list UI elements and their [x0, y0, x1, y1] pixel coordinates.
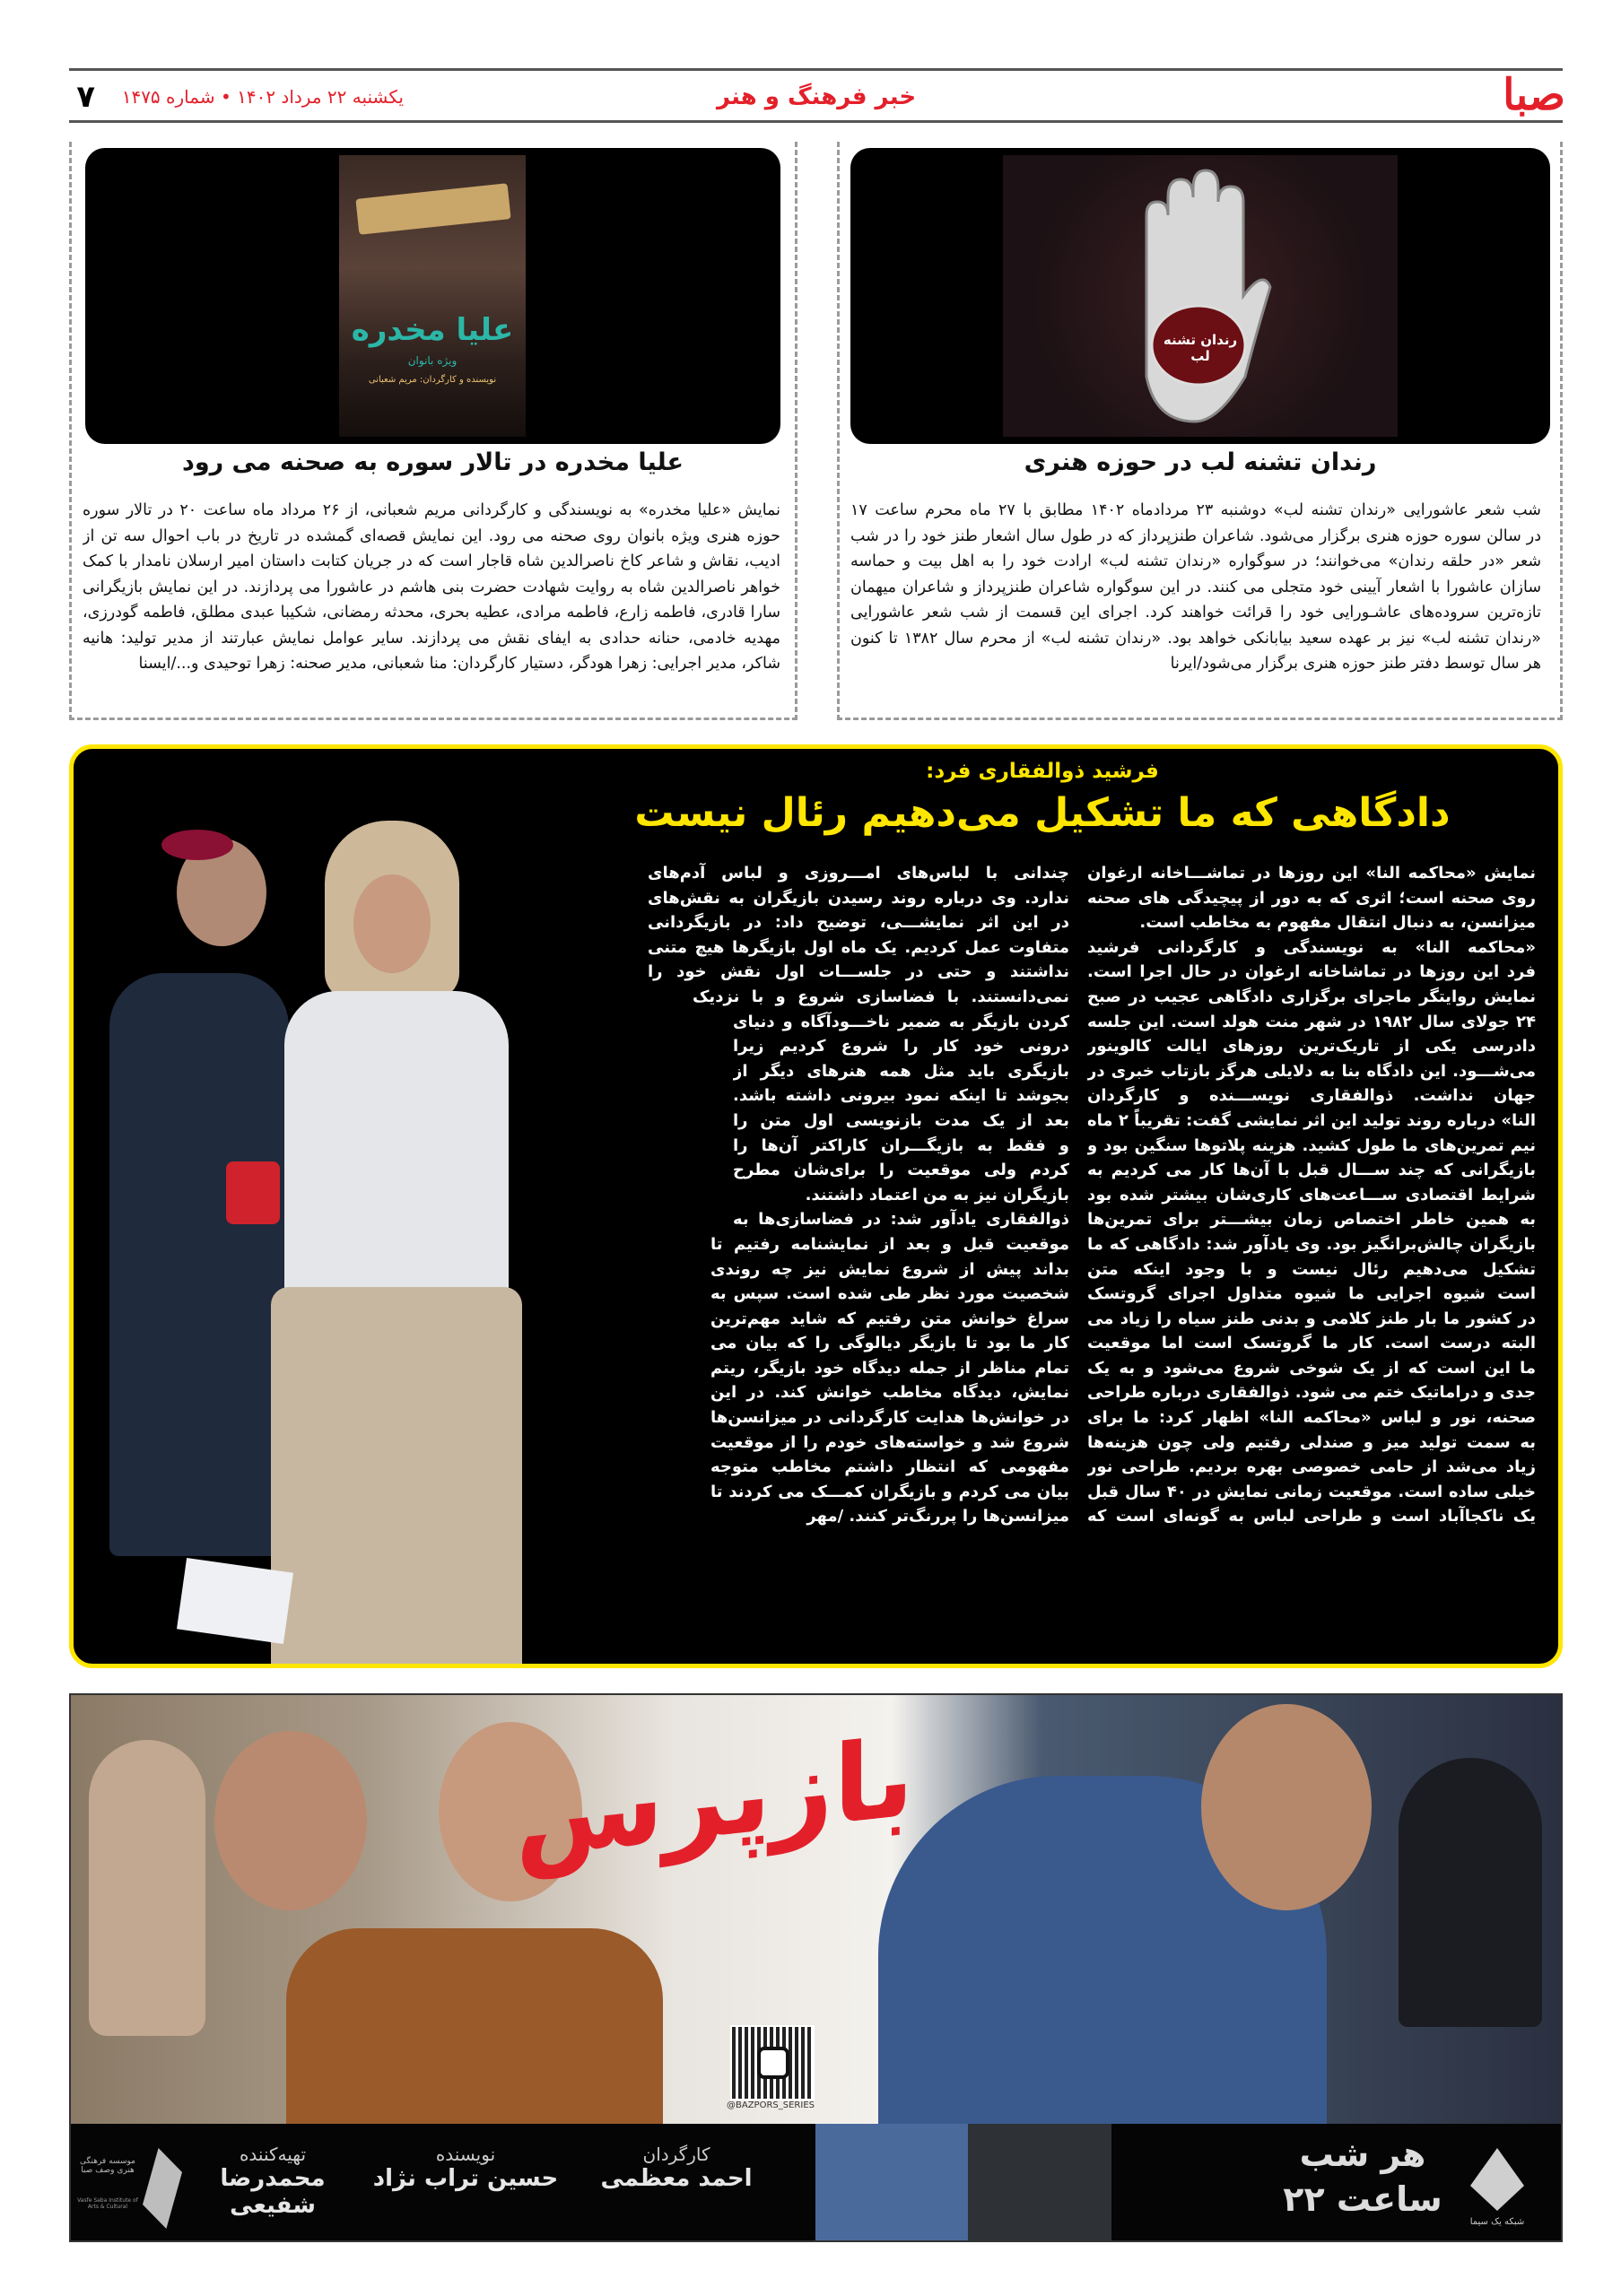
poster-subtitle: ویژه بانوان [407, 354, 458, 367]
text-line: و فقط به بازیگـــران کاراکتر آن‌ها را [733, 1135, 1069, 1155]
text-line: شخصیت مورد نظر طی شده است. سپس به [710, 1284, 1069, 1304]
text-line: ۲۴ جولای سال ۱۹۸۲ در شهر منت هولد است. این جلسه [1087, 1012, 1536, 1031]
text-line: تازه‌ترین سروده‌های عاشـورایی خود را قرائت خواهند کرد. اجرای این قسمت از شب شعر عاشورایی [850, 604, 1541, 622]
text-line: نمایش «محاکمه النا» این روزها در تماشـــاخانه ارغوان [1087, 864, 1536, 883]
article-image-olia [85, 148, 780, 444]
article-body-olia [83, 498, 780, 677]
book-icon [355, 183, 510, 235]
credit-director [573, 2144, 780, 2192]
feature-article [69, 744, 1563, 1668]
text-line: موقعیت قبل و بعد از نمایشنامه رفتیم تا [710, 1234, 1069, 1254]
credit-name: حسین تراب نژاد [372, 2165, 559, 2192]
credit-name: احمد معظمی [600, 2165, 753, 2192]
text-line: مهدیه خادمی، حنانه حدادی به ایفای نقش می پردازند. سایر عوامل نمایش عبارتند از مدیر تولید: هانیه [83, 629, 780, 648]
tv-series-ad[interactable] [69, 1693, 1563, 2242]
hamsa-hand-icon [1120, 161, 1281, 430]
text-line: شروع شد و خواسته‌های خودم را از موقعیت [710, 1432, 1069, 1452]
schedule-line-1: هر شب [1299, 2135, 1426, 2174]
text-line: مفهومی که انتظار داشتم مخاطب متوجه [710, 1457, 1069, 1477]
text-line: نمی‌دانستند. با فضاسازی شروع و با نزدیک [693, 987, 1069, 1006]
section-title: خبر فرهنگ و هنر [716, 83, 917, 110]
article-title-olia: علیا مخدره در تالار سوره به صحنه می رود [181, 448, 684, 476]
text-line: حوزه هنری ویژه بانوان روی صحنه می رود. این نمایش قصه‌ای گمشده در تاریخ در باب احوال سه تن از [83, 526, 780, 545]
text-line: شاکر، مدیر اجرایی: زهرا هودگر، دستیار کارگردان: منا شعبانی، مدیر صحنه: زهرا توحیدی و.../ایسنا [138, 655, 780, 673]
text-line: شعر «در حلقه رندان» می‌خوانند؛ در سوگواره «رندان تشنه لب» ارادت خود را به اهل بیت و حماسه [850, 552, 1541, 570]
instagram-icon [757, 2047, 789, 2079]
text-line: ما این است که از یک شوخی شروع می‌شود و به یک [1087, 1358, 1536, 1378]
poster-title: علیا مخدره [351, 312, 514, 348]
text-line: روی صحنه است؛ اثری که به دور از پیچیدگی های صحنه [1087, 888, 1536, 908]
text-line: البته درست است. کار ما گروتسک است اما موقعیت [1087, 1334, 1536, 1353]
text-line: صحنه، نور و لباس «محاکمه النا» اظهار کرد: ما برای [1087, 1408, 1536, 1428]
text-line: خواهر ناصرالدین شاه به روایت شهادت حضرت بنی هاشم در عاشورا می پردازند. در این نمایش بازیگرانی [83, 578, 780, 596]
text-line: متفاوت عمل کردیم. یک ماه اول بازیگرها هیچ متنی [648, 937, 1069, 957]
text-line: در این اثر نمایشـــی، توضیح داد: در بازیگردانی [648, 913, 1069, 933]
text-line: نمایش «علیا مخدره» به نویسندگی و کارگردانی مریم شعبانی، از ۲۶ مرداد ماه ساعت ۲۰ در تالار سوره [83, 501, 780, 519]
credit-producer [179, 2144, 367, 2219]
text-line: ندارد. وی درباره روند رسیدن بازیگران به نقش‌های [648, 888, 1069, 908]
text-line: است شیوه اجرایی ما شیوه متداول اجرای گروتسک [1087, 1284, 1536, 1304]
header-bottom-rule [69, 120, 1563, 123]
text-line: «رندان تشنه لب» نیز بر عهده سعید بیابانکی خواهد بود. «رندان تشنه لب» از محرم سال ۱۳۸۲ تا کنون [850, 629, 1541, 648]
text-line: ادیب، نقاش و شاعر کاخ ناصرالدین شاه قاجار است که در جریان کتابت داستان امیر ارسلان نامدار با کمک [83, 552, 780, 570]
article-image-rendan [850, 148, 1550, 444]
text-line: زیاد می‌شد از حامی خصوصی بهره بردیم. طراحی نور [1087, 1457, 1536, 1477]
text-line: نیم تمرین‌های ما طول کشید. هزینه پلاتوها سنگین بود و [1087, 1135, 1536, 1155]
paper-icon [177, 1558, 293, 1644]
credit-writer [358, 2144, 573, 2192]
feature-headline: دادگاهی که ما تشکیل می‌دهیم رئال نیست [634, 790, 1451, 836]
text-line: بداند پیش از شروع نمایش نیز چه روندی [710, 1259, 1069, 1279]
text-line: می‌شـــود. این دادگاه بنا به دلایلی هرگز بازتاب خبری در [1087, 1061, 1536, 1081]
feature-column-right [1087, 861, 1536, 1529]
text-line: به سمت تولید میز و صندلی رفتیم ولی چون هزینه‌ها [1087, 1432, 1536, 1452]
credit-role: تهیه‌کننده [239, 2144, 307, 2165]
text-line: در کشور ما بار طنز کلامی و بدنی طنز سیاه را زیاد می [1087, 1309, 1536, 1328]
actress-1-coat [109, 973, 289, 1556]
text-line: نمایش، دیدگاه مخاطب خوانش کند. در این [710, 1383, 1069, 1403]
text-line: جدی و دراماتیک ختم می شود. ذوالفقاری درباره طراحی [1087, 1383, 1536, 1403]
actress-2-blouse [284, 991, 509, 1305]
text-line: نداشتند و حتی در جلســـات اول نقش خود را [648, 962, 1069, 982]
article-body-rendan [850, 498, 1541, 677]
feature-photo [92, 821, 666, 1664]
schedule-line-2: ساعت ۲۲ [1283, 2179, 1442, 2219]
text-line: النا» درباره روند تولید این اثر نمایشی گفت: تقریباً ۲ ماه [1087, 1110, 1536, 1130]
producer-logo-en: Vasfe Saba Institute of Arts & Cultural [77, 2197, 138, 2210]
text-line: شب شعر عاشورایی «رندان تشنه لب» دوشنبه ۲۳ مردادماه ۱۴۰۲ مطابق با ۲۷ ماه محرم ساعت ۱۷ [850, 501, 1541, 519]
image-caption-text: رندان تشنه لب [1163, 332, 1238, 364]
credit-role: نویسنده [435, 2144, 496, 2165]
feature-column-left [648, 861, 1069, 1529]
text-line: به همین خاطر اختصاص زمان بیشـــتر برای تمرین‌ها [1087, 1210, 1536, 1230]
text-line: هر سال توسط دفتر طنز حوزه هنری برگزار می‌شود/ایرنا [1170, 655, 1541, 673]
actor-face [286, 1928, 663, 2126]
page-number: ۷ [76, 79, 95, 115]
actress-2-skirt [271, 1287, 522, 1664]
text-line: درونی خود کار را شروع کردیم زیرا [733, 1037, 1069, 1057]
instagram-handle[interactable]: @BAZPORS_SERIES [727, 2100, 815, 2110]
qr-code[interactable] [730, 2025, 815, 2100]
text-line: جهان نداشت. ذوالفقاری نویســـنده و کارگردان [1087, 1086, 1536, 1106]
actress-2-face [353, 874, 431, 973]
text-line: تشکیل می‌دهیم رئال نیست و با وجود اینکه متن [1087, 1259, 1536, 1279]
text-line: چندانی با لباس‌های امـــروزی و لباس آدم‌های [648, 864, 1069, 883]
text-line: خیلی ساده است. موقعیت زمانی نمایش در ۴۰ سال قبل [1087, 1482, 1536, 1501]
text-line: ذوالفقاری یادآور شد: در فضاسازی‌ها به [733, 1210, 1069, 1230]
actor-face [214, 1731, 367, 1910]
text-line: بجوشد تا اینکه نمود بیرونی داشته باشد. [733, 1086, 1069, 1106]
header-top-rule [69, 68, 1563, 71]
text-line: بازیگران نیز به من اعتماد داشتند. [805, 1185, 1069, 1205]
article-title-rendan: رندان تشنه لب در حوزه هنری [1024, 448, 1377, 476]
text-line: شرایط اقتصادی ســـاعت‌های کاری‌شان بیشتر شده بود [1087, 1185, 1536, 1205]
text-line: یک ناکجاآباد است و طراحی لباس به گونه‌ای است که [1087, 1507, 1536, 1526]
coat-strip [815, 2124, 968, 2242]
text-line: در سالن سوره حوزه هنری برگزار می‌شود. شاعران طنزپرداز که در طول سال اشعار طنز خود را در شب [850, 526, 1541, 545]
date-issue: یکشنبه ۲۲ مرداد ۱۴۰۲ • شماره ۱۴۷۵ [121, 86, 404, 108]
text-line: کار ما بود تا بازیگر دیالوگی را که بیان می [710, 1334, 1069, 1353]
text-line: بازیگری باید مثل همه هنرهای دیگر از [733, 1061, 1069, 1081]
actor-face [1399, 1758, 1542, 2027]
text-line: بازیگران چالش‌برانگیز بود. وی یادآور شد: دادگاهی که ما [1087, 1234, 1536, 1254]
channel-name: شبکه یک سیما [1469, 2217, 1525, 2227]
text-line: در خوانش‌ها هدایت کارگردانی در میزانسن‌ها [710, 1408, 1069, 1428]
credit-role: کارگردان [642, 2144, 710, 2165]
text-line: میزانسن، به دنبال انتقال مفهوم به مخاطب است. [1139, 913, 1536, 933]
red-bag-icon [226, 1161, 280, 1224]
text-line: سراغ خوانش متن رفتیم که شاید مهم‌ترین [710, 1309, 1069, 1328]
actor-face [1201, 1704, 1372, 1910]
coat-strip [968, 2124, 1111, 2242]
text-line: تمام مناظر از جمله دیدگاه خود بازیگر، ریتم [710, 1358, 1069, 1378]
text-line: فرد این روزها در تماشاخانه ارغوان در حال اجرا است. [1087, 962, 1536, 982]
credit-name: محمدرضا شفیعی [220, 2165, 326, 2219]
newspaper-logo[interactable]: صبا [1503, 70, 1565, 120]
text-line: بازیگرانی که چند ســـال قبل با آن‌ها کار می کردیم به [1087, 1161, 1536, 1180]
text-line: کردن بازیگر به ضمیر ناخـــودآگاه و دنیای [733, 1012, 1069, 1031]
actor-face [89, 1740, 205, 2036]
text-line: دادرسی یکی از تاریک‌ترین روزهای ایالت کالوینور [1087, 1037, 1536, 1057]
poster [339, 155, 526, 437]
text-line: سارا قادری، فاطمه زارع، فاطمه مرادی، عطیه بحری، محدثه رمضانی، شکیبا عبدی مطلق، فاطمه گودرزی، [83, 604, 780, 622]
text-line: بیان می کردم و بازیگران کمـــک می کردند تا [710, 1482, 1069, 1501]
feature-kicker: فرشید ذوالفقاری فرد: [926, 760, 1159, 783]
series-logo: بازپرس [515, 1716, 914, 1883]
text-line: کردم ولی موقعیت را برای‌شان مطرح [733, 1161, 1069, 1180]
text-line: نمایش روایتگر ماجرای برگزاری دادگاهی عجیب در صبح [1087, 987, 1536, 1006]
poster-credit: نویسنده و کارگردان: مریم شعبانی [368, 375, 497, 385]
text-line: سازان عاشورا با اشعار آیینی خود متجلی می کنند. در این سوگواره شاعران طنزپرداز و شاعران میهمان [850, 578, 1541, 596]
text-line: «محاکمه النا» به نویسندگی و کارگردانی فرشید [1087, 937, 1536, 957]
text-line: بعد از یک مدت بازنویسی اول متن را [733, 1110, 1069, 1130]
hat-icon [161, 830, 233, 860]
text-line: میزانسن‌ها را پررنگ‌تر کنند. /مهر [806, 1507, 1069, 1526]
producer-logo-text: موسسه فرهنگی هنری وصف صبا [80, 2157, 135, 2175]
